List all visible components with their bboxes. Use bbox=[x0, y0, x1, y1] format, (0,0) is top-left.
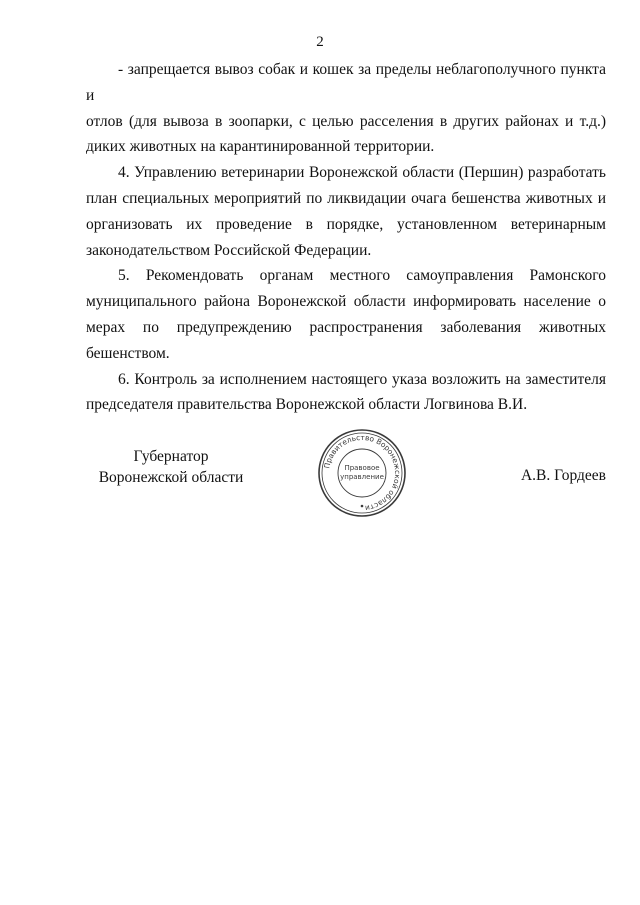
signer-title bbox=[86, 446, 256, 488]
paragraph-4: 4. Управлению ветеринарии Воронежской области (Першин) разработать план специальных мероприятий по ликвидации очага бешенства животных и организовать их проведение в порядке, установленном ветеринарным законодательством Российской Федерации. bbox=[86, 164, 606, 259]
paragraph-6: 6. Контроль за исполнением настоящего указа возложить на заместителя председателя правительства Воронежской области Логвинова В.И. bbox=[86, 370, 606, 414]
seal-ring-text: Правительство Воронежской области bbox=[322, 432, 403, 513]
paragraph-5: 5. Рекомендовать органам местного самоуправления Рамонского муниципального района Воронежской области информировать население о мерах по предупреждению распространения заболевания животных бешенством. bbox=[86, 267, 606, 362]
signature-block bbox=[86, 432, 606, 526]
paragraph-1-continuation: отлов (для вывоза в зоопарки, с целью расселения в других районах и т.д.) диких животных на карантинированной территории. bbox=[86, 112, 606, 156]
document-body bbox=[86, 57, 606, 418]
signer-name: А.В. Гордеев bbox=[520, 467, 606, 484]
signer-title-line-1: Губернатор bbox=[133, 448, 209, 465]
seal-center-line-2: управление bbox=[340, 473, 384, 481]
seal-star-dot bbox=[361, 505, 364, 508]
paragraph-1 bbox=[86, 57, 606, 109]
seal-graphic bbox=[317, 428, 407, 518]
official-seal-stamp bbox=[317, 428, 407, 518]
page-number: 2 bbox=[316, 34, 324, 50]
paragraph-1-line-1: - запрещается вывоз собак и кошек за пределы неблагополучного пункта и bbox=[86, 61, 606, 104]
seal-center-line-1: Правовое bbox=[344, 464, 380, 472]
signer-title-line-2: Воронежской области bbox=[98, 469, 244, 486]
